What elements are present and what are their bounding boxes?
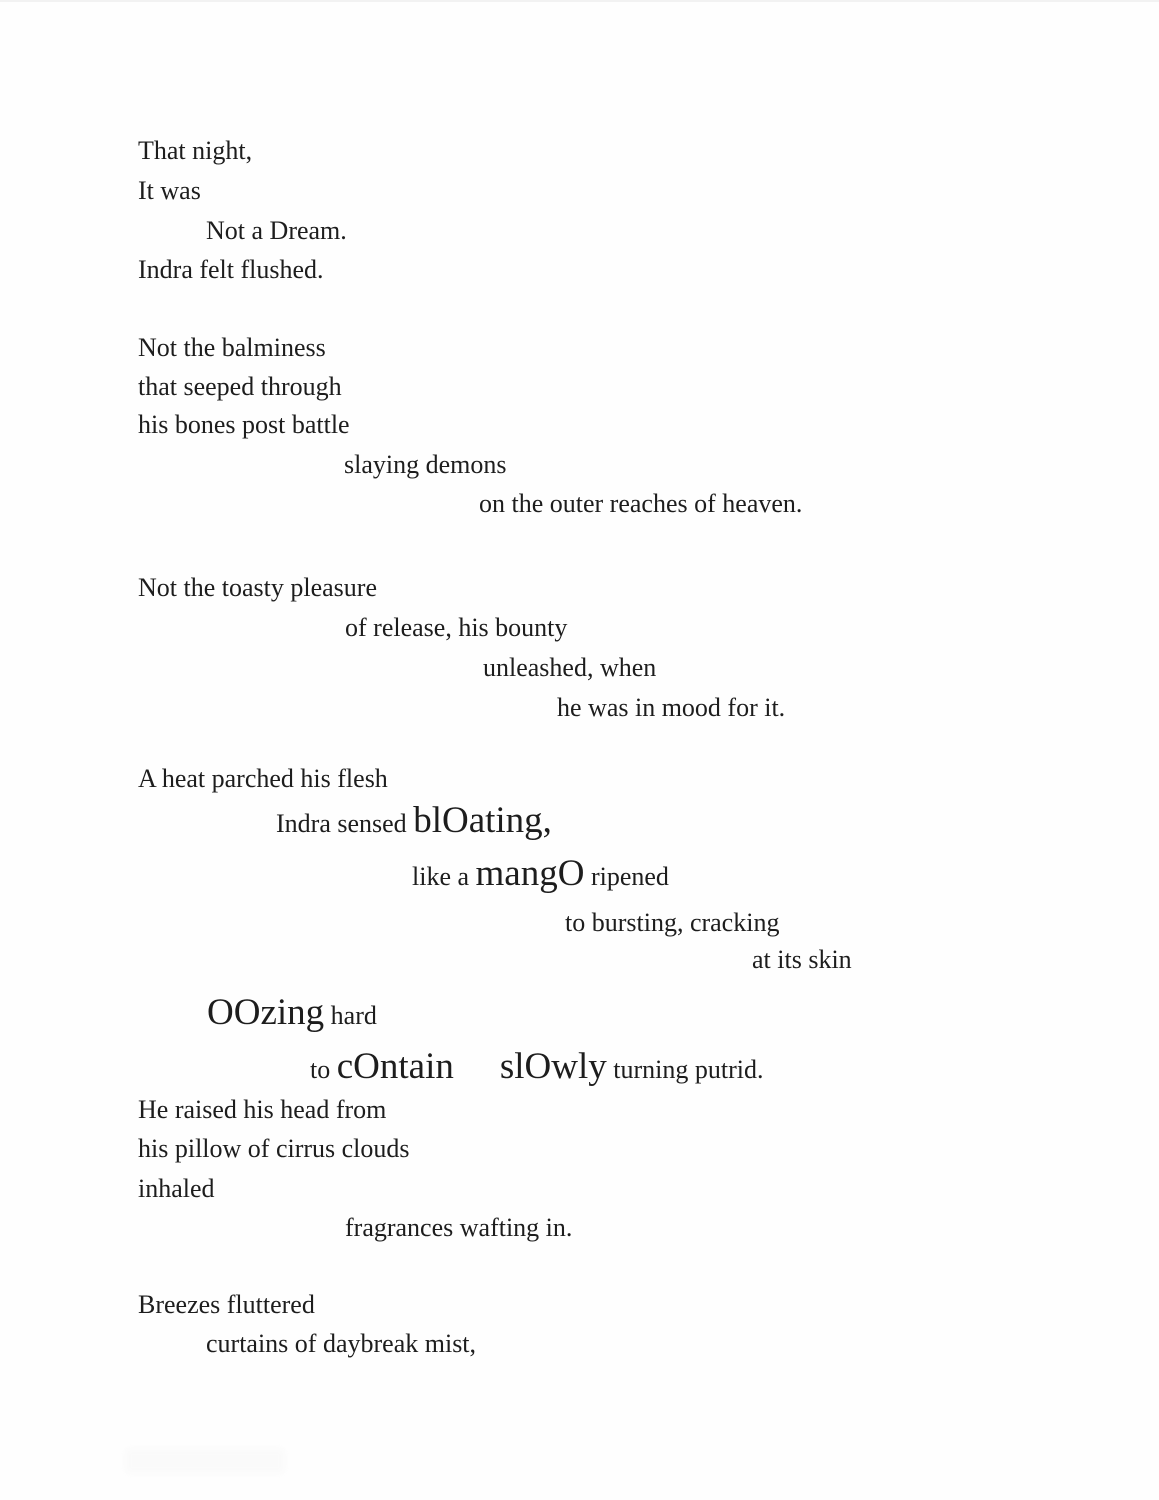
poem-text: ripened — [584, 862, 669, 891]
scan-artifact — [125, 1448, 285, 1474]
poem-line — [344, 452, 507, 478]
poem-line — [138, 1176, 215, 1202]
poem-text: unleashed, when — [483, 653, 657, 682]
poem-line — [138, 766, 388, 792]
poem-line — [565, 910, 779, 936]
poem-text: Not the toasty pleasure — [138, 573, 377, 602]
poem-text: hard — [324, 1001, 377, 1030]
poem-text: like a — [412, 862, 476, 891]
poem-line — [310, 1048, 763, 1085]
poem-text: his bones post battle — [138, 410, 350, 439]
poem-line — [276, 802, 552, 839]
poem-line — [138, 138, 252, 164]
poem-line — [138, 178, 201, 204]
poem-text: that seeped through — [138, 372, 342, 401]
poem-line — [138, 1292, 315, 1318]
poem-text: Breezes fluttered — [138, 1290, 315, 1319]
poem-line — [345, 1215, 572, 1241]
poem-line — [483, 655, 656, 681]
poem-text: curtains of daybreak mist, — [206, 1329, 477, 1358]
poem-text: he was in mood for it. — [557, 693, 786, 722]
poem-emphasized-word: cOntain — [336, 1046, 454, 1087]
poem-text: That night, — [138, 136, 253, 165]
poem-line — [752, 947, 852, 973]
poem-line — [557, 695, 785, 721]
poem-text: Indra sensed — [276, 809, 414, 838]
poem-line — [479, 491, 802, 517]
poem-emphasized-word: mangO — [475, 853, 585, 894]
poem-text: on the outer reaches of heaven. — [479, 489, 803, 518]
poem-text: Indra felt flushed. — [138, 255, 324, 284]
poem-line — [138, 412, 350, 438]
poem-line — [138, 575, 377, 601]
poem-text: to bursting, cracking — [565, 908, 780, 937]
poem-text: A heat parched his flesh — [138, 764, 388, 793]
poem-text: fragrances wafting in. — [345, 1213, 573, 1242]
poem-line — [206, 218, 347, 244]
poem-text: of release, his bounty — [345, 613, 568, 642]
poem-text: his pillow of cirrus clouds — [138, 1134, 410, 1163]
poem-text: Not a Dream. — [206, 216, 347, 245]
poem-text: He raised his head from — [138, 1095, 387, 1124]
poem-line — [206, 1331, 476, 1357]
poem-line — [138, 374, 342, 400]
scan-top-edge — [0, 0, 1159, 2]
poem-line — [138, 1097, 386, 1123]
poem-text: inhaled — [138, 1174, 215, 1203]
poem-line — [138, 257, 324, 283]
poem-emphasized-word: slOwly — [499, 1046, 607, 1087]
poem-text: turning putrid. — [606, 1055, 764, 1084]
poem-text: slaying demons — [344, 450, 507, 479]
poem-line — [138, 1136, 410, 1162]
poem-line — [412, 855, 669, 892]
poem-emphasized-word: OOzing — [207, 992, 325, 1033]
poem-emphasized-word: blOating, — [413, 800, 552, 841]
poem-line — [138, 335, 326, 361]
poem-text: It was — [138, 176, 201, 205]
poem-line — [345, 615, 567, 641]
poem-text: Not the balminess — [138, 333, 326, 362]
poem-text: to — [310, 1055, 337, 1084]
poem-line — [207, 994, 377, 1031]
poem-text: at its skin — [752, 945, 852, 974]
